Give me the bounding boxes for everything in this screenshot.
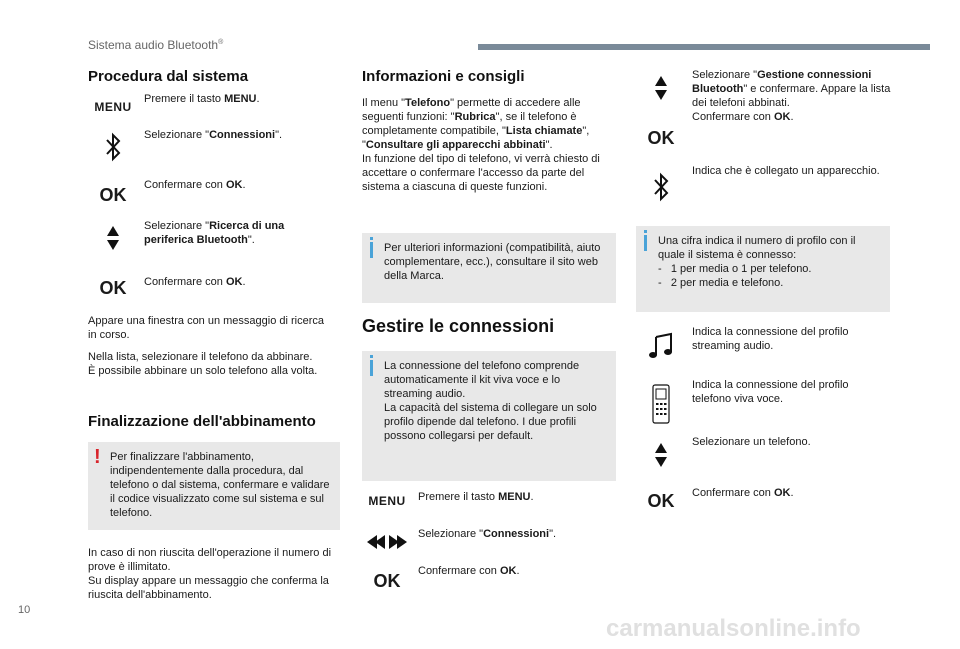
warning-note: ! Per finalizzare l'abbinamento, indipendentemente dalla procedura, dal telefono o dal sistema, confermare e validare il codice visualizzato come sul sistema e sul telefono. (88, 442, 340, 530)
ok-key-icon: OK (99, 184, 127, 205)
info-icon (370, 360, 373, 376)
para-telefono-menu: Il menu "Telefono" permette di accedere alle seguenti funzioni: "Rubrica", se il telefono è completamente compatibile, "Lista chiamate", "Consultare gli apparecchi abbinati". In funzione del tipo di telefono, vi verrà chiesto di accettare o confermare l'accesso da parte del sistema a ciascuna di queste funzioni. (362, 97, 600, 193)
ok-key-icon: OK (647, 490, 675, 511)
menu-key-icon: MENU (368, 494, 406, 508)
menu-key-icon: MENU (94, 100, 132, 114)
arrows-up-down-icon (636, 435, 686, 475)
ok-key-icon: OK (373, 570, 401, 591)
bluetooth-icon (88, 132, 138, 162)
arrows-up-down-icon (636, 68, 686, 108)
ok-key-icon: OK (647, 128, 675, 148)
phone-icon (636, 382, 686, 426)
info-icon (370, 242, 373, 258)
arrows-up-down-icon (88, 219, 138, 257)
info-icon (644, 235, 647, 251)
info-note-1: Per ulteriori informazioni (compatibilità, aiuto complementare, ecc.), consultare il sito web della Marca. (362, 233, 616, 303)
heading-gestire: Gestire le connessioni (362, 316, 555, 336)
heading-procedura: Procedura dal sistema (88, 68, 249, 85)
para-finestra: Appare una finestra con un messaggio di ricerca in corso. (88, 315, 325, 341)
heading-informazioni: Informazioni e consigli (362, 68, 525, 85)
page-number: 10 (18, 604, 31, 616)
watermark: carmanualsonline.info (606, 615, 861, 642)
para-riuscita: In caso di non riuscita dell'operazione il numero di prove è illimitato. Su display appare un messaggio che conferma la riuscita dell'abbinamento. (88, 547, 332, 601)
info-note-3: Una cifra indica il numero di profilo con il quale il sistema è connesso: - 1 per media o 1 per telefono. - 2 per media e telefono. (636, 226, 890, 312)
music-note-icon (636, 331, 686, 361)
bluetooth-icon (636, 172, 686, 202)
warning-icon: ! (94, 446, 101, 468)
arrows-left-right-icon (362, 527, 412, 557)
header-bar (478, 44, 930, 50)
para-lista: Nella lista, selezionare il telefono da abbinare. È possibile abbinare un solo telefono alla volta. (88, 351, 318, 377)
heading-finalizzazione: Finalizzazione dell'abbinamento (88, 413, 316, 430)
info-note-2: La connessione del telefono comprende automaticamente il kit viva voce e lo streaming audio. La capacità del sistema di collegare un solo profilo dipende dal telefono. I due profili possono collegarsi per default. (362, 351, 616, 481)
ok-key-icon: OK (99, 277, 127, 298)
header-title: Sistema audio Bluetooth® (88, 38, 224, 52)
